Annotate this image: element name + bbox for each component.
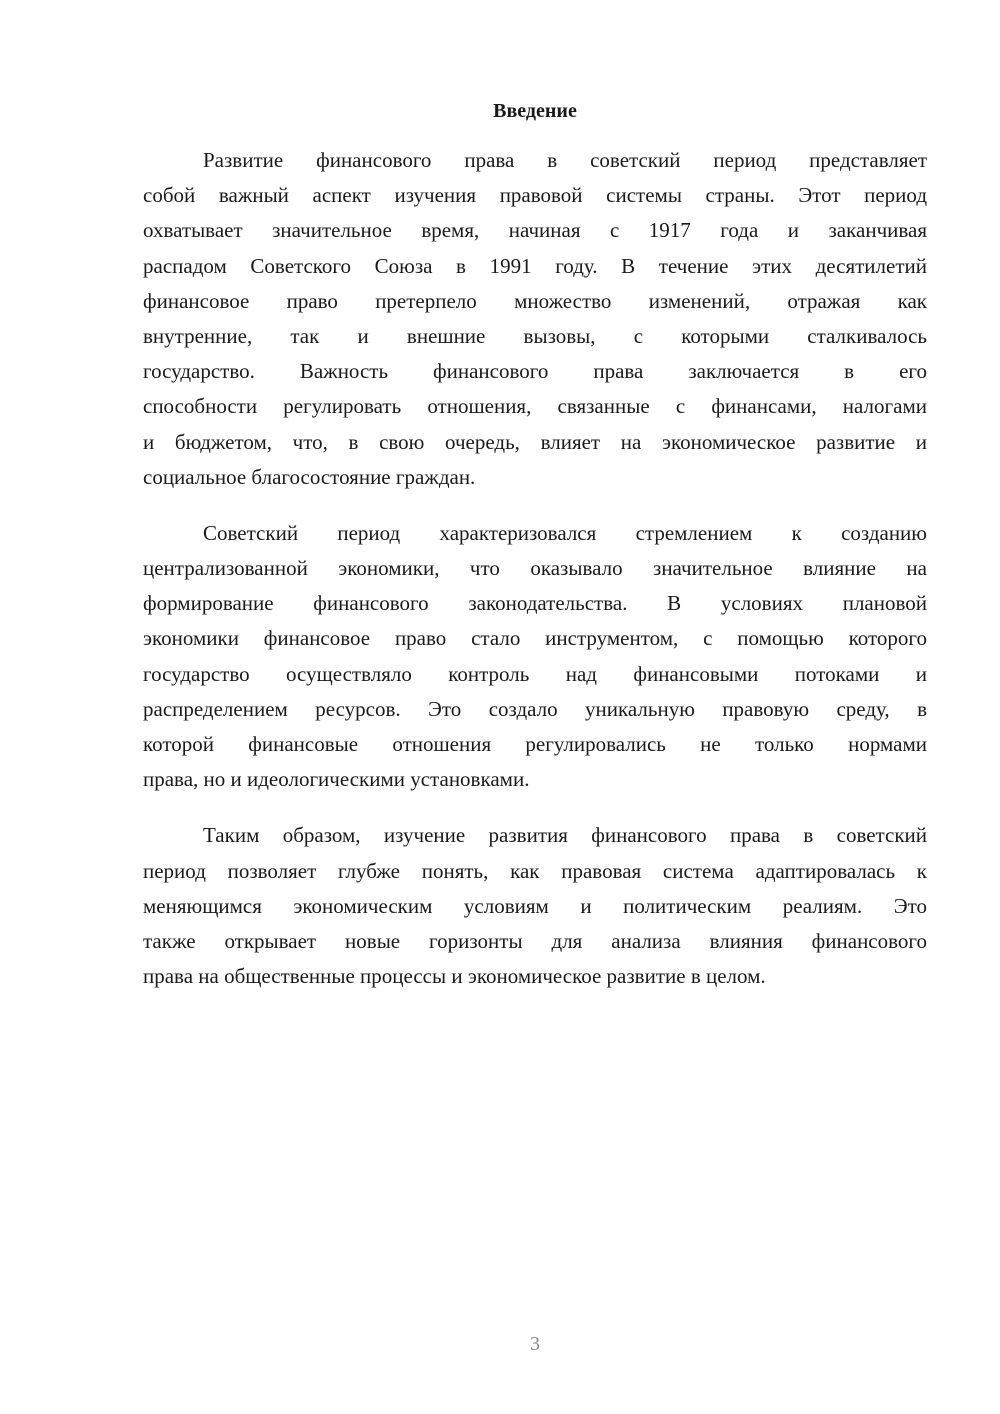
text-line: Таким образом, изучение развития финансового права в советский xyxy=(203,823,927,848)
text-line: экономики финансовое право стало инструментом, с помощью которого xyxy=(143,626,927,651)
text-line: права на общественные процессы и экономическое развитие в целом. xyxy=(143,964,766,989)
text-line: формирование финансового законодательства. В условиях плановой xyxy=(143,591,927,616)
text-line: Советский период характеризовался стремлением к созданию xyxy=(203,520,927,545)
document-body xyxy=(143,143,927,1015)
text-line: государство. Важность финансового права заключается в его xyxy=(143,359,927,384)
text-line: и бюджетом, что, в свою очередь, влияет на экономическое развитие и xyxy=(143,429,927,454)
text-line: собой важный аспект изучения правовой системы страны. Этот период xyxy=(143,183,927,208)
text-line: финансовое право претерпело множество изменений, отражая как xyxy=(143,288,927,313)
text-line: период позволяет глубже понять, как правовая система адаптировалась к xyxy=(143,858,927,883)
paragraph xyxy=(143,818,927,994)
text-line: меняющимся экономическим условиям и политическим реалиям. Это xyxy=(143,893,927,918)
text-line: распределением ресурсов. Это создало уникальную правовую среду, в xyxy=(143,696,927,721)
text-line: способности регулировать отношения, связанные с финансами, налогами xyxy=(143,394,927,419)
text-line: распадом Советского Союза в 1991 году. В течение этих десятилетий xyxy=(143,253,927,278)
text-line: государство осуществляло контроль над финансовыми потоками и xyxy=(143,661,927,686)
text-line: охватывает значительное время, начиная с 1917 года и заканчивая xyxy=(143,218,927,243)
page-number: 3 xyxy=(530,1333,540,1355)
section-heading: Введение xyxy=(493,100,577,122)
text-line: права, но и идеологическими установками. xyxy=(143,767,530,792)
text-line: Развитие финансового права в советский период представляет xyxy=(203,148,927,172)
text-line: централизованной экономики, что оказывало значительное влияние на xyxy=(143,556,927,581)
text-line: которой финансовые отношения регулировались не только нормами xyxy=(143,732,927,756)
paragraph xyxy=(143,516,927,798)
text-line: внутренние, так и внешние вызовы, с которыми сталкивалось xyxy=(143,323,927,348)
text-line: социальное благосостояние граждан. xyxy=(143,464,476,489)
paragraph xyxy=(143,143,927,495)
text-line: также открывает новые горизонты для анализа влияния финансового xyxy=(143,928,927,953)
